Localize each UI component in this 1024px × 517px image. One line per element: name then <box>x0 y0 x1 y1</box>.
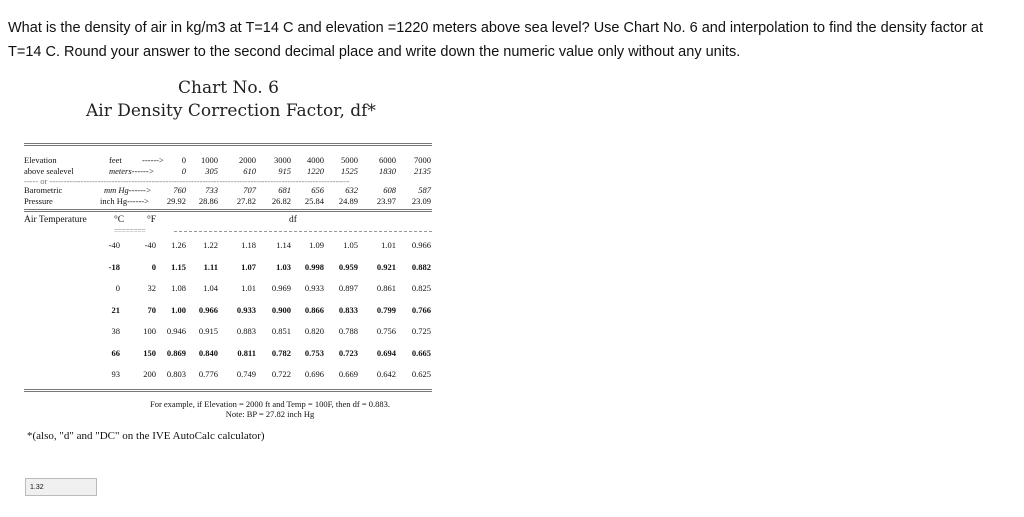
chart-cell: 1.22 <box>203 240 218 250</box>
chart-cell: 0.959 <box>338 261 358 272</box>
label: Air Temperature <box>24 215 87 225</box>
chart-cell: 1.07 <box>241 261 256 272</box>
chart-cell: 200 <box>143 369 156 379</box>
label: °F <box>147 215 157 225</box>
chart-cell: 1220 <box>307 166 324 176</box>
subheader-divider <box>24 228 432 235</box>
label: ------> <box>142 155 164 165</box>
chart-cell: 24.89 <box>338 196 358 206</box>
chart-cell: 305 <box>205 166 218 176</box>
chart-cell: 0.722 <box>271 369 291 379</box>
chart-cell: 707 <box>243 185 256 195</box>
chart-cell: 1.05 <box>343 240 358 250</box>
chart-cell: 1830 <box>379 166 396 176</box>
chart-cell: 0.946 <box>166 326 186 336</box>
df-row <box>24 235 432 257</box>
chart-cell: 0.799 <box>376 304 396 315</box>
chart-cell: 0.766 <box>411 304 431 315</box>
chart-cell: 28.86 <box>198 196 218 206</box>
chart-cell: 0.694 <box>376 347 396 358</box>
chart-cell: 608 <box>383 185 396 195</box>
chart-cell: 0.665 <box>411 347 431 358</box>
chart-cell: 23.97 <box>376 196 396 206</box>
chart-cell: 2000 <box>239 155 256 165</box>
chart-cell: 0.642 <box>376 369 396 379</box>
divider <box>174 231 432 232</box>
note-line: For example, if Elevation = 2000 ft and Temp = 100F, then df = 0.883. <box>149 399 391 409</box>
label: meters------> <box>109 166 155 176</box>
chart-cell: -40 <box>108 240 120 250</box>
divider <box>24 389 432 392</box>
chart-cell: 0.625 <box>411 369 431 379</box>
chart-cell: 733 <box>205 185 218 195</box>
label: df <box>289 215 297 225</box>
chart-cell: 0.840 <box>198 347 218 358</box>
chart-cell: 0.921 <box>376 261 396 272</box>
chart-cell: 0.900 <box>271 304 291 315</box>
label: Barometric <box>24 185 63 195</box>
chart-cell: 1.11 <box>203 261 218 272</box>
chart-cell: 0.969 <box>271 283 291 293</box>
chart-cell: -18 <box>108 261 120 272</box>
chart-cell: 0.811 <box>237 347 256 358</box>
chart-cell: 0.782 <box>271 347 291 358</box>
chart-cell: 0.851 <box>271 326 291 336</box>
chart-cell: 29.92 <box>166 196 186 206</box>
chart-cell: 1.26 <box>171 240 186 250</box>
label: ======== <box>114 227 146 235</box>
label: inch Hg------> <box>100 196 149 206</box>
label: Elevation <box>24 155 57 165</box>
density-chart <box>24 143 432 392</box>
chart-cell: 2135 <box>414 166 431 176</box>
chart-cell: 1525 <box>341 166 358 176</box>
chart-cell: 6000 <box>379 155 396 165</box>
df-row <box>24 278 432 300</box>
chart-cell: 1.09 <box>309 240 324 250</box>
chart-subtitle: Air Density Correction Factor, df* <box>86 101 376 121</box>
chart-title: Chart No. 6 <box>178 78 279 98</box>
header-row <box>24 215 432 228</box>
label: Pressure <box>24 196 53 206</box>
chart-cell: 0.723 <box>338 347 358 358</box>
chart-cell: 0.933 <box>304 283 324 293</box>
question-text: What is the density of air in kg/m3 at T=14 C and elevation =1220 meters above sea level? Use Chart No. 6 and interpolation to find the density factor at T=14 C. Round your answer to the second decimal place and write down the numeric value only without any units. <box>8 20 984 60</box>
mmhg-row <box>24 185 432 196</box>
chart-cell: 1.08 <box>171 283 186 293</box>
chart-cell: 0.788 <box>338 326 358 336</box>
meters-row <box>24 166 432 177</box>
divider <box>24 209 432 212</box>
chart-cell: 0.966 <box>198 304 218 315</box>
chart-cell: 0.825 <box>411 283 431 293</box>
chart-cell: 0.866 <box>304 304 324 315</box>
label: above sealevel <box>24 166 74 176</box>
chart-cell: 915 <box>278 166 291 176</box>
chart-cell: 21 <box>111 304 120 315</box>
chart-cell: 587 <box>418 185 431 195</box>
label: mm Hg------> <box>104 185 152 195</box>
or-divider: ----- or ---------------------------------------------------------------------------------------------------------- <box>24 177 350 185</box>
chart-cell: 38 <box>111 326 120 336</box>
chart-cell: 4000 <box>307 155 324 165</box>
answer-field[interactable]: 1.32 <box>25 478 97 496</box>
label: °C <box>114 215 125 225</box>
chart-cell: 5000 <box>341 155 358 165</box>
chart-cell: 0.820 <box>304 326 324 336</box>
example-note <box>110 399 430 419</box>
chart-cell: 23.09 <box>411 196 431 206</box>
chart-cell: 0 <box>115 283 120 293</box>
chart-cell: 1.14 <box>276 240 291 250</box>
feet-row <box>24 155 432 166</box>
chart-cell: 1.01 <box>381 240 396 250</box>
chart-cell: 0.869 <box>166 347 186 358</box>
chart-cell: 1.03 <box>276 261 291 272</box>
df-row <box>24 300 432 322</box>
chart-cell: 100 <box>143 326 156 336</box>
chart-cell: 0.803 <box>166 369 186 379</box>
footnote: *(also, "d" and "DC" on the IVE AutoCalc calculator) <box>27 430 265 442</box>
chart-cell: 150 <box>143 347 156 358</box>
chart-cell: 610 <box>243 166 256 176</box>
chart-cell: 0.861 <box>376 283 396 293</box>
chart-cell: 0.882 <box>411 261 431 272</box>
chart-cell: 0.933 <box>236 304 256 315</box>
chart-cell: 0.756 <box>376 326 396 336</box>
chart-cell: 32 <box>147 283 156 293</box>
chart-cell: 0.776 <box>198 369 218 379</box>
chart-cell: 0.915 <box>198 326 218 336</box>
df-row <box>24 364 432 386</box>
chart-cell: 1000 <box>201 155 218 165</box>
df-row <box>24 321 432 343</box>
chart-cell: 0.753 <box>304 347 324 358</box>
df-row <box>24 257 432 279</box>
df-row <box>24 343 432 365</box>
chart-cell: 25.84 <box>304 196 324 206</box>
chart-cell: 0.725 <box>411 326 431 336</box>
chart-cell: 1.01 <box>241 283 256 293</box>
label: feet <box>109 155 122 165</box>
chart-cell: 7000 <box>414 155 431 165</box>
chart-cell: 0.669 <box>338 369 358 379</box>
chart-cell: 1.00 <box>171 304 186 315</box>
chart-cell: 0.966 <box>411 240 431 250</box>
chart-cell: 26.82 <box>271 196 291 206</box>
chart-cell: 1.15 <box>171 261 186 272</box>
chart-cell: 1.18 <box>241 240 256 250</box>
chart-cell: -40 <box>144 240 156 250</box>
chart-cell: 0 <box>151 261 156 272</box>
chart-cell: 0.883 <box>236 326 256 336</box>
chart-cell: 760 <box>173 185 186 195</box>
chart-cell: 0 <box>181 166 186 176</box>
chart-cell: 3000 <box>274 155 291 165</box>
divider <box>24 143 432 146</box>
chart-cell: 0.833 <box>338 304 358 315</box>
chart-cell: 681 <box>278 185 291 195</box>
chart-cell: 0.749 <box>236 369 256 379</box>
chart-cell: 0 <box>181 155 186 165</box>
chart-cell: 0.998 <box>304 261 324 272</box>
chart-cell: 0.696 <box>304 369 324 379</box>
chart-cell: 66 <box>111 347 120 358</box>
note-line: Note: BP = 27.82 inch Hg <box>225 409 315 419</box>
chart-cell: 632 <box>345 185 358 195</box>
chart-cell: 1.04 <box>203 283 218 293</box>
chart-cell: 70 <box>147 304 156 315</box>
chart-cell: 27.82 <box>236 196 256 206</box>
chart-cell: 93 <box>111 369 120 379</box>
chart-cell: 656 <box>311 185 324 195</box>
inhg-row <box>24 196 432 207</box>
chart-cell: 0.897 <box>338 283 358 293</box>
